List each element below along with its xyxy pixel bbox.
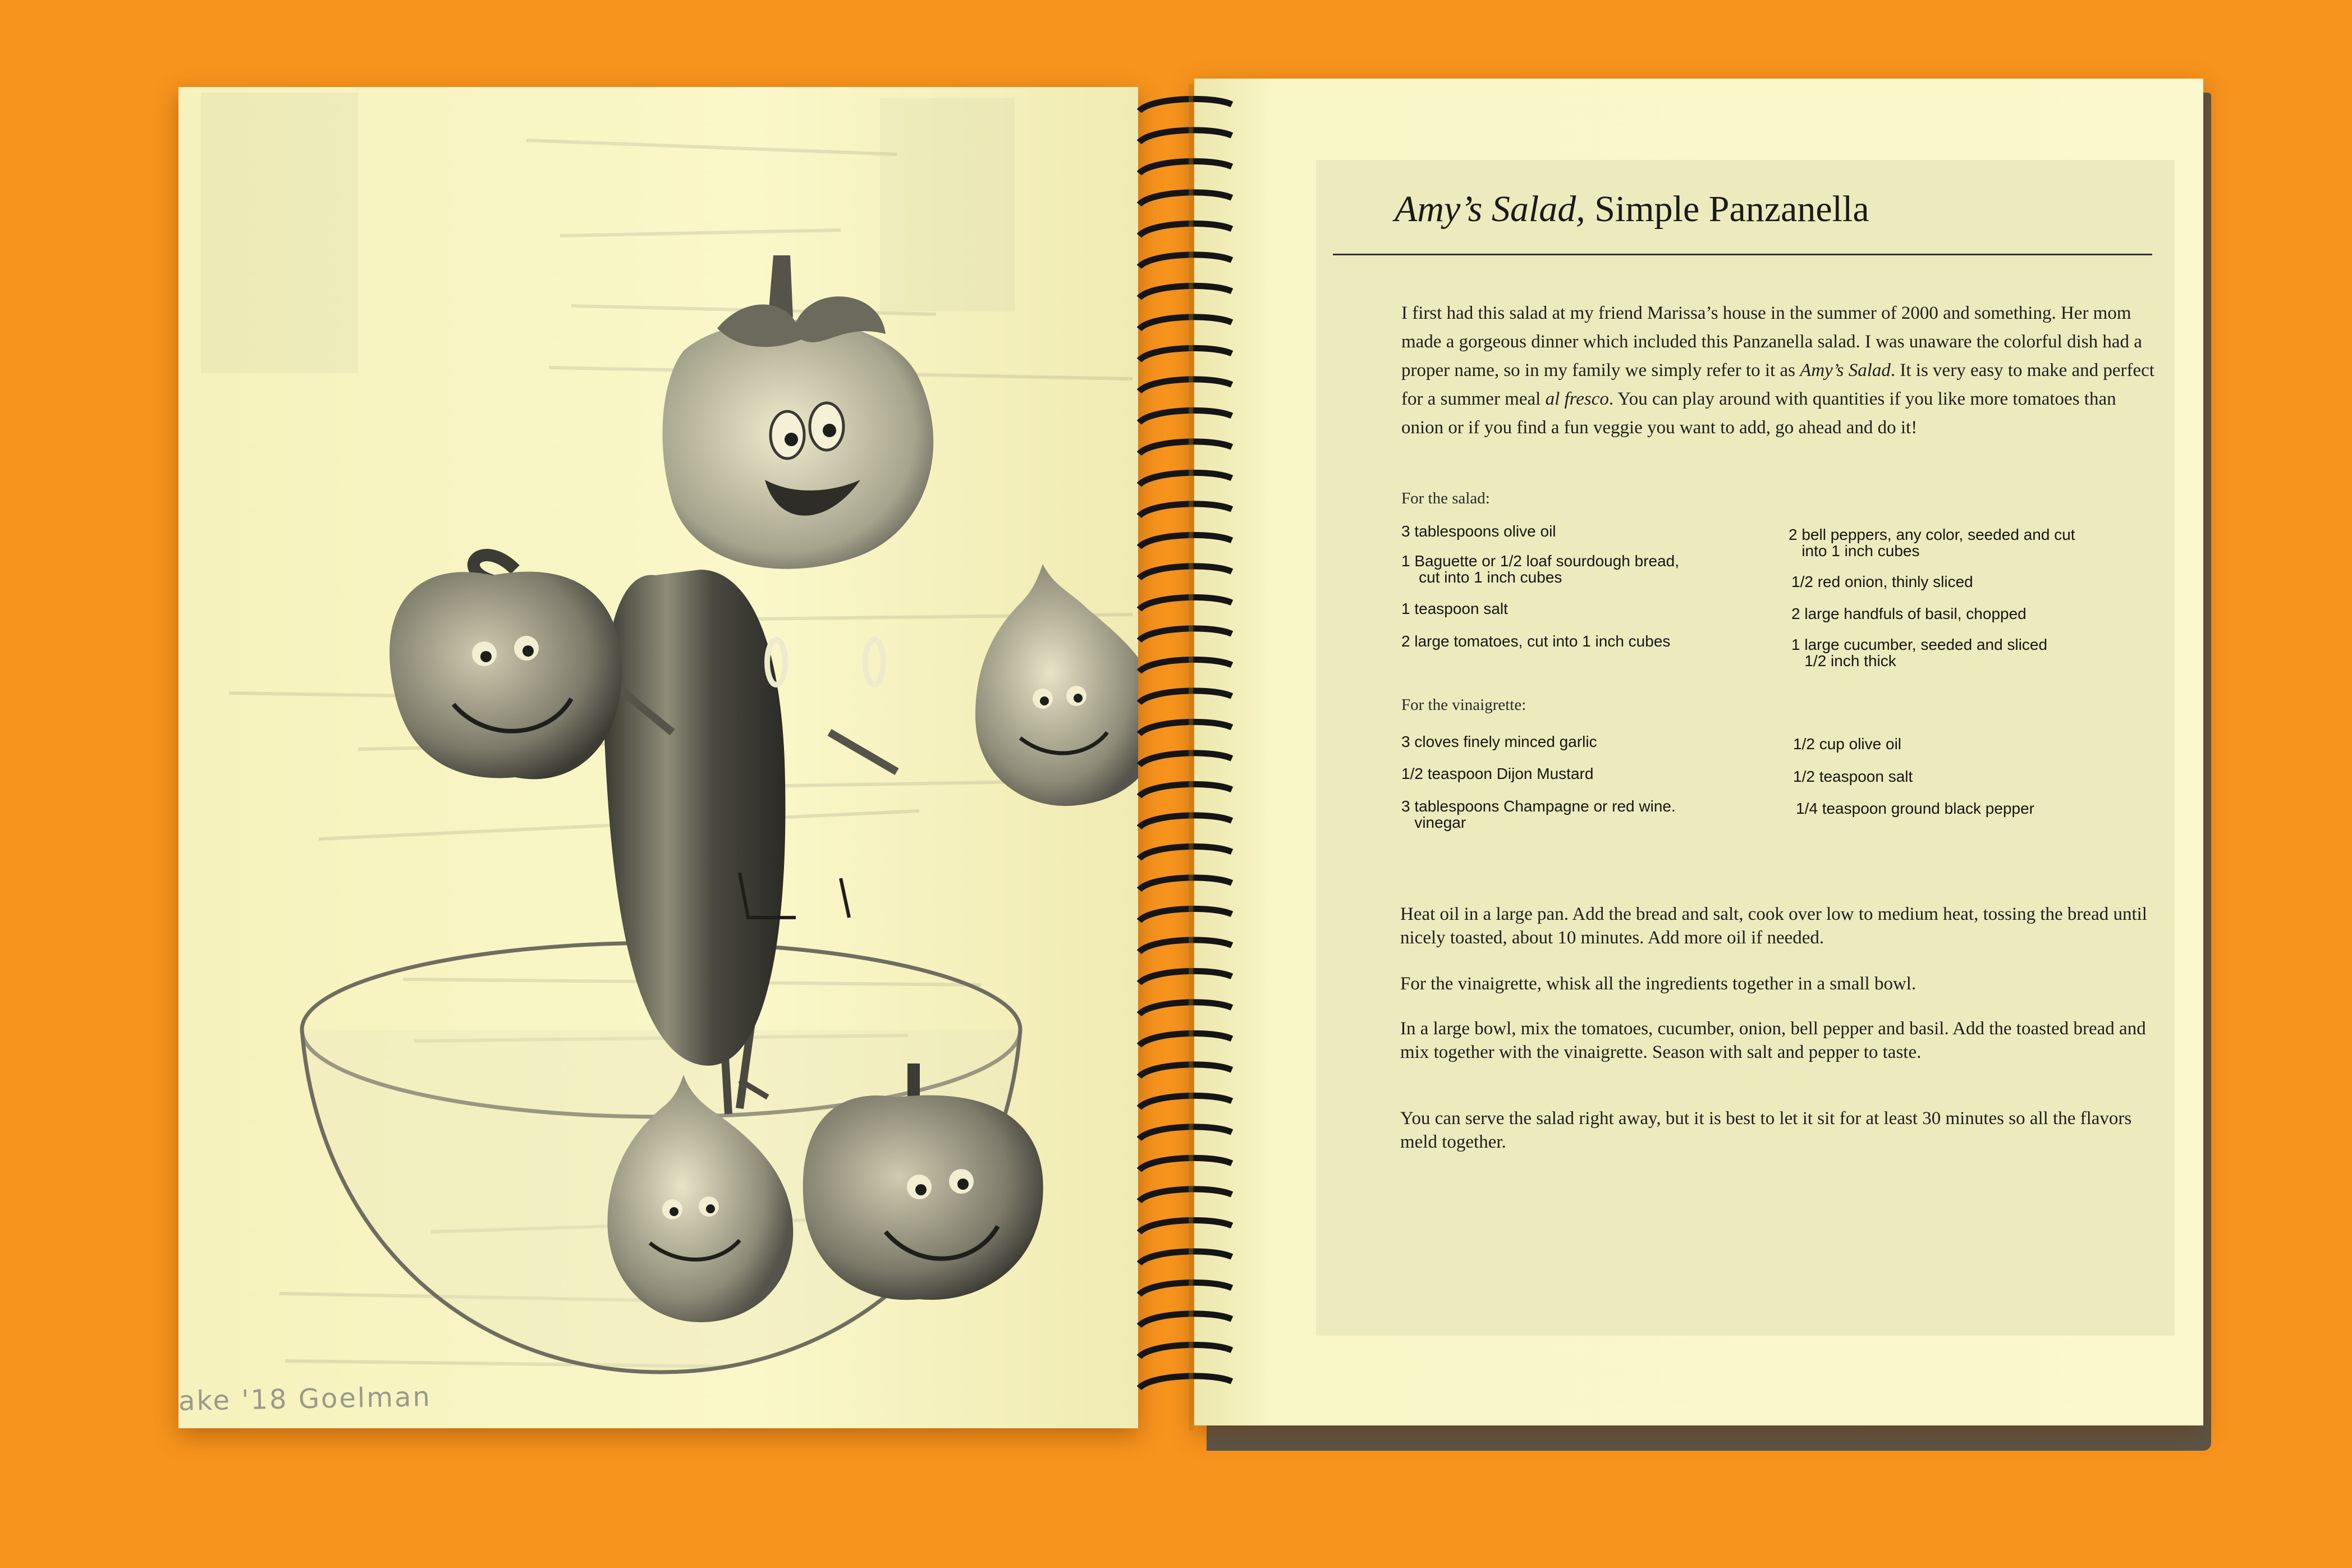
spiral-coil	[1139, 1127, 1232, 1139]
ingredient-item: 3 tablespoons Champagne or red wine. vinegar	[1401, 797, 1676, 831]
salad-section-label: For the salad:	[1401, 489, 1490, 507]
spiral-coil	[1139, 1033, 1232, 1046]
spiral-coil	[1139, 1345, 1232, 1357]
spiral-coil	[1139, 909, 1232, 921]
intro-al-fresco: al fresco	[1545, 389, 1609, 409]
spiral-coil	[1139, 691, 1232, 703]
spiral-coil	[1139, 753, 1232, 765]
vegetable-illustration	[178, 87, 1138, 1428]
spiral-coil	[1139, 846, 1232, 859]
intro-part-2: . It is very easy to make and perfect for a summer meal	[1401, 360, 2154, 409]
ingredient-item: 1/2 teaspoon salt	[1793, 768, 1913, 785]
recipe-title-italic: Amy’s Salad,	[1395, 189, 1585, 230]
intro-amy-salad: Amy’s Salad	[1800, 360, 1891, 380]
spiral-coil	[1139, 223, 1232, 236]
vinaigrette-section-label: For the vinaigrette:	[1401, 696, 1526, 714]
spiral-coil	[1139, 784, 1232, 796]
spiral-coil	[1139, 722, 1232, 734]
ingredient-item: 1/2 red onion, thinly sliced	[1791, 573, 1973, 590]
spiral-coil	[1139, 1282, 1232, 1295]
ingredient-item: 2 bell peppers, any color, seeded and cut into 1 inch cubes	[1789, 526, 2075, 560]
ingredient-item: 3 cloves finely minced garlic	[1401, 733, 1597, 750]
spiral-coil	[1139, 566, 1232, 579]
spiral-coil	[1139, 815, 1232, 828]
spiral-coil	[1139, 878, 1232, 890]
spiral-coil	[1139, 1376, 1232, 1388]
spiral-coil	[1139, 504, 1232, 516]
title-rule	[1333, 254, 2152, 255]
instruction-step: For the vinaigrette, whisk all the ingredients together in a small bowl.	[1400, 974, 1917, 994]
spiral-coil	[1139, 629, 1232, 641]
intro-part-1: I first had this salad at my friend Marissa’s house in the summer of 2000 and something. Her mom made a gorgeous dinner which included this Panzanella salad. I was unaware the colorful dish had a proper name, so in my family we simply refer to it as	[1401, 303, 2142, 380]
spiral-coil	[1139, 1189, 1232, 1202]
spiral-coil	[1139, 1002, 1232, 1015]
spiral-coil	[1139, 535, 1232, 547]
spiral-coil	[1139, 597, 1232, 609]
ingredient-item: 1/2 cup olive oil	[1793, 735, 1902, 753]
spiral-coil	[1139, 161, 1232, 173]
recipe-title-rest: Simple Panzanella	[1585, 189, 1869, 230]
ingredient-item: 1 Baguette or 1/2 loaf sourdough bread, cut into 1 inch cubes	[1401, 552, 1680, 586]
ingredient-item: 1 large cucumber, seeded and sliced 1/2 inch thick	[1791, 636, 2048, 670]
instruction-step: In a large bowl, mix the tomatoes, cucumber, onion, bell pepper and basil. Add the toasted bread and mix together with the vinaigrette. Season with salt and pepper to taste.	[1400, 1019, 2146, 1062]
spiral-coil	[1139, 1314, 1232, 1326]
spiral-coil	[1139, 1220, 1232, 1232]
spiral-coil	[1139, 940, 1232, 952]
spiral-coil	[1139, 348, 1232, 360]
spiral-coil	[1139, 192, 1232, 205]
ingredient-item: 2 large tomatoes, cut into 1 inch cubes	[1401, 632, 1671, 650]
artist-signature: ake '18 Goelman	[178, 1381, 432, 1417]
spiral-coil	[1139, 255, 1232, 267]
spiral-coil	[1139, 971, 1232, 983]
intro-part-3: . You can play around with quantities if you like more tomatoes than onion or if you find a fun veggie you want to add, go ahead and do it!	[1401, 389, 2116, 438]
spiral-coil	[1139, 286, 1232, 298]
spiral-coil	[1139, 379, 1232, 392]
onion-character-right	[975, 564, 1138, 806]
spiral-coil	[1139, 473, 1232, 485]
ingredient-item: 1/4 teaspoon ground black pepper	[1796, 800, 2034, 817]
instruction-step: You can serve the salad right away, but it is best to let it sit for at least 30 minutes so all the flavors meld together.	[1400, 1108, 2132, 1152]
spiral-coil	[1139, 1158, 1232, 1170]
spiral-coil	[1139, 317, 1232, 329]
ingredient-item: 2 large handfuls of basil, chopped	[1791, 605, 2027, 622]
spiral-coil	[1139, 1065, 1232, 1077]
ingredient-item: 3 tablespoons olive oil	[1401, 522, 1556, 540]
ingredient-item: 1 teaspoon salt	[1401, 600, 1508, 617]
spiral-coil	[1139, 410, 1232, 423]
instruction-step: Heat oil in a large pan. Add the bread and salt, cook over low to medium heat, tossing the bread until nicely toasted, about 10 minutes. Add more oil if needed.	[1400, 904, 2147, 948]
spiral-coil	[1139, 130, 1232, 143]
spiral-coil	[1139, 1251, 1232, 1264]
bell-pepper-character-left	[389, 555, 622, 779]
spiral-coil	[1139, 99, 1232, 111]
recipe-title	[1395, 188, 1869, 231]
spiral-binding	[1128, 84, 1240, 1431]
recipe-intro	[1401, 299, 2159, 442]
ingredient-item: 1/2 teaspoon Dijon Mustard	[1401, 765, 1594, 782]
spiral-coil	[1139, 442, 1232, 454]
spiral-coil	[1139, 659, 1232, 672]
spiral-coil	[1139, 1095, 1232, 1108]
